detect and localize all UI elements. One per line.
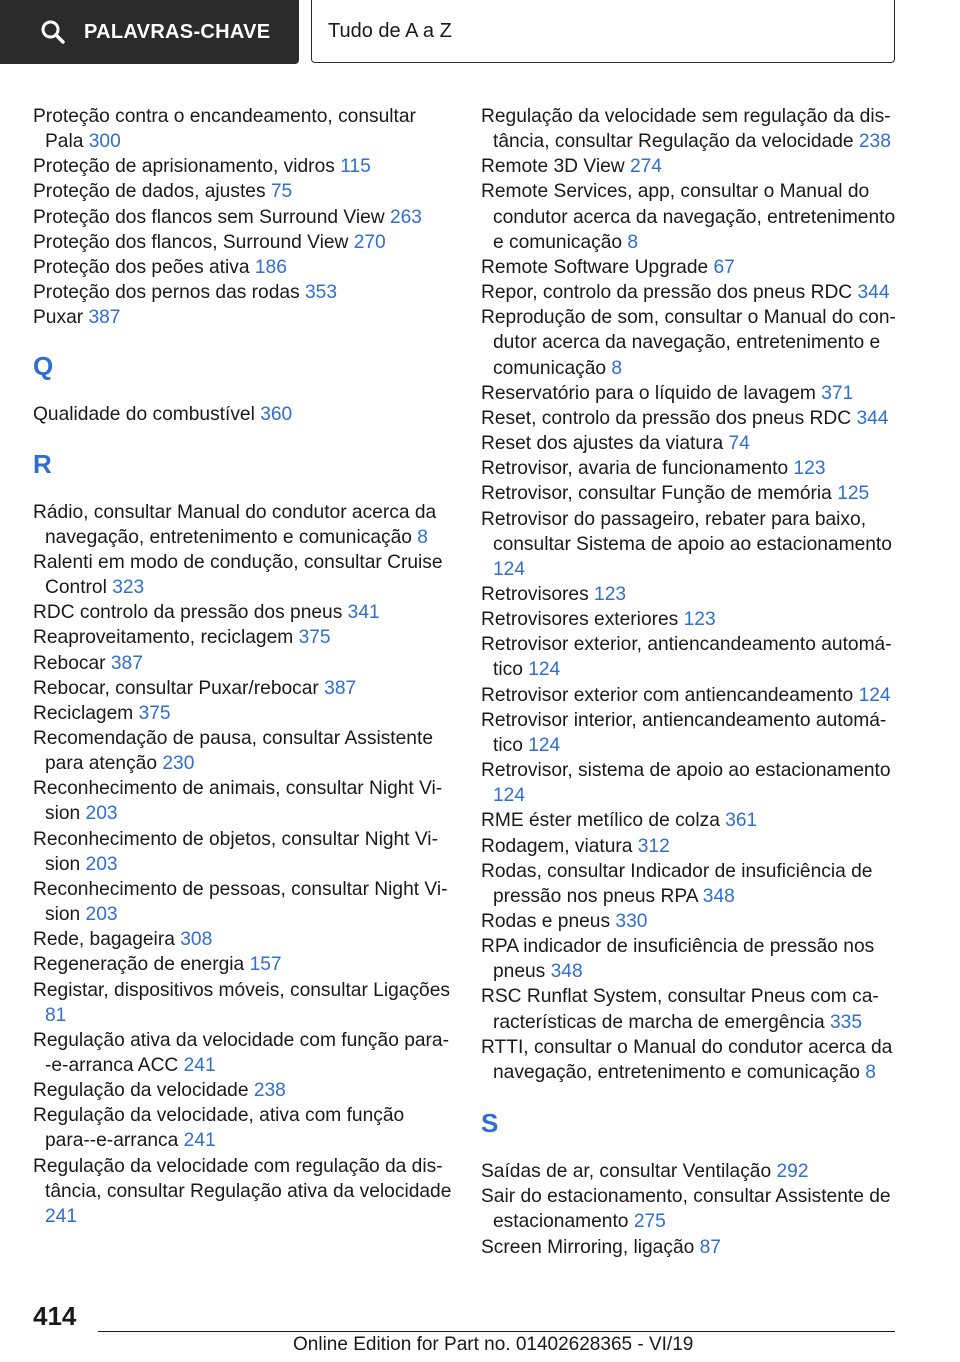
page-reference-link[interactable]: 360 bbox=[260, 404, 293, 426]
page-reference-link[interactable]: 115 bbox=[340, 156, 371, 178]
page-reference-link[interactable]: 124 bbox=[528, 659, 561, 681]
index-entry-text: Remote Software Upgrade bbox=[481, 256, 709, 278]
index-entry-text: RDC controlo da pressão dos pneus bbox=[33, 602, 343, 624]
index-entry-text: Reservatório para o líquido de lavagem bbox=[481, 382, 816, 404]
index-entry-text: Retrovisor interior, antiencandeamento automático bbox=[481, 709, 887, 756]
index-entry-text: Retrovisor, consultar Função de memória bbox=[481, 483, 832, 505]
index-entry bbox=[481, 1159, 901, 1184]
index-entry bbox=[481, 607, 901, 632]
page-reference-link[interactable]: 270 bbox=[353, 231, 386, 253]
page-reference-link[interactable]: 123 bbox=[683, 609, 716, 631]
index-entry bbox=[33, 701, 453, 726]
page-reference-link[interactable]: 125 bbox=[837, 483, 870, 505]
page-reference-link[interactable]: 274 bbox=[629, 156, 662, 178]
index-entry bbox=[33, 877, 453, 927]
index-entry bbox=[481, 1235, 901, 1260]
index-entry bbox=[481, 859, 901, 909]
page-reference-link[interactable]: 387 bbox=[88, 307, 121, 329]
search-icon bbox=[40, 19, 66, 45]
page-reference-link[interactable]: 203 bbox=[85, 803, 118, 825]
index-entry-text: Proteção dos flancos, Surround View bbox=[33, 231, 349, 253]
page-reference-link[interactable]: 344 bbox=[856, 407, 889, 429]
index-entry bbox=[33, 179, 453, 204]
index-entry bbox=[481, 909, 901, 934]
page-reference-link[interactable]: 275 bbox=[633, 1211, 666, 1233]
page-reference-link[interactable]: 8 bbox=[627, 231, 639, 253]
spacer bbox=[481, 1137, 901, 1159]
index-entry bbox=[481, 481, 901, 506]
page-reference-link[interactable]: 87 bbox=[699, 1236, 721, 1258]
index-entry-text: Remote Services, app, consultar o Manual do condutor acerca da navegação, entretenimento e comunicação bbox=[481, 181, 896, 253]
index-entry bbox=[481, 683, 901, 708]
index-entry bbox=[481, 758, 901, 808]
index-entry bbox=[33, 550, 453, 600]
index-entry bbox=[481, 104, 901, 154]
index-entry bbox=[33, 952, 453, 977]
index-column-right bbox=[481, 104, 901, 1260]
spacer bbox=[33, 330, 453, 352]
index-entry-text: Retrovisores bbox=[481, 583, 589, 605]
index-entry-text: Reprodução de som, consultar o Manual do condutor acerca da navegação, entretenimento e comunicação bbox=[481, 307, 896, 379]
index-entry-text: Rede, bagageira bbox=[33, 929, 175, 951]
index-entry-text: Retrovisor exterior com antiencandeamento bbox=[481, 684, 854, 706]
index-entry bbox=[481, 1184, 901, 1234]
index-entry-text: Remote 3D View bbox=[481, 156, 625, 178]
index-entry-text: Rodas, consultar Indicador de insuficiência de pressão nos pneus RPA bbox=[481, 860, 873, 907]
index-group-p bbox=[33, 104, 453, 330]
page-reference-link[interactable]: 67 bbox=[713, 256, 735, 278]
index-entry-text: Proteção contra o encandeamento, consultar Pala bbox=[33, 106, 416, 153]
index-entry bbox=[33, 625, 453, 650]
section-letter-s: S bbox=[481, 1108, 499, 1139]
page-reference-link[interactable]: 123 bbox=[594, 583, 627, 605]
page-reference-link[interactable]: 124 bbox=[858, 684, 891, 706]
page-reference-link[interactable]: 157 bbox=[249, 954, 282, 976]
index-entry-text: Repor, controlo da pressão dos pneus RDC bbox=[481, 282, 853, 304]
index-entry-text: Ralenti em modo de condução, consultar Cruise Control bbox=[33, 551, 443, 599]
page-reference-link[interactable]: 371 bbox=[821, 382, 854, 404]
index-entry bbox=[33, 402, 453, 427]
page-reference-link[interactable]: 323 bbox=[112, 577, 145, 599]
page-reference-link[interactable]: 387 bbox=[324, 677, 357, 699]
page-reference-link[interactable]: 335 bbox=[830, 1011, 863, 1033]
index-entry bbox=[481, 255, 901, 280]
page-reference-link[interactable]: 186 bbox=[254, 256, 287, 278]
index-entry bbox=[481, 507, 901, 582]
spacer bbox=[33, 380, 453, 402]
index-group-r-continued bbox=[481, 104, 901, 1085]
page-reference-link[interactable]: 8 bbox=[865, 1061, 876, 1083]
page-reference-link[interactable]: 241 bbox=[183, 1130, 216, 1152]
page-reference-link[interactable]: 312 bbox=[637, 835, 670, 857]
index-entry bbox=[481, 582, 901, 607]
index-entry-text: Retrovisor do passageiro, rebater para baixo, consultar Sistema de apoio ao estacionamento bbox=[481, 508, 892, 555]
page-reference-link[interactable]: 238 bbox=[858, 131, 891, 153]
index-entry bbox=[33, 978, 453, 1028]
page-reference-link[interactable]: 124 bbox=[528, 734, 561, 756]
index-entry bbox=[33, 776, 453, 826]
page-reference-link[interactable]: 361 bbox=[725, 810, 758, 832]
index-entry-text: Retrovisor, avaria de funcionamento bbox=[481, 458, 789, 480]
index-entry-text: Reciclagem bbox=[33, 702, 134, 724]
index-entry bbox=[33, 205, 453, 230]
index-entry-text: Reset dos ajustes da viatura bbox=[481, 433, 724, 455]
page-reference-link[interactable]: 348 bbox=[702, 885, 735, 907]
index-entry bbox=[481, 632, 901, 682]
page-reference-link[interactable]: 308 bbox=[180, 929, 213, 951]
page-number: 414 bbox=[33, 1301, 77, 1331]
index-entry-text: Regulação ativa da velocidade com função para--e-arranca ACC bbox=[33, 1029, 449, 1076]
index-column-left bbox=[33, 104, 453, 1229]
page-reference-link[interactable]: 8 bbox=[417, 526, 428, 548]
index-entry bbox=[33, 600, 453, 625]
index-entry bbox=[33, 1103, 453, 1153]
page-reference-link[interactable]: 203 bbox=[85, 853, 118, 875]
spacer bbox=[33, 478, 453, 500]
keywords-tab[interactable] bbox=[0, 0, 299, 64]
index-entry bbox=[33, 726, 453, 776]
index-entry-text: Regulação da velocidade com regulação da distância, consultar Regulação ativa da velocidade bbox=[33, 1155, 452, 1202]
index-entry bbox=[481, 984, 901, 1034]
index-entry bbox=[33, 1078, 453, 1103]
index-entry-text: RTTI, consultar o Manual do condutor acerca da navegação, entretenimento e comunicação bbox=[481, 1036, 893, 1083]
index-entry bbox=[33, 230, 453, 255]
page-reference-link[interactable]: 241 bbox=[183, 1055, 216, 1076]
footer-divider bbox=[98, 1331, 895, 1332]
index-entry-text: Reconhecimento de animais, consultar Night Vision bbox=[33, 778, 443, 825]
index-entry bbox=[481, 179, 901, 254]
index-entry bbox=[481, 708, 901, 758]
index-entry-text: Screen Mirroring, ligação bbox=[481, 1236, 695, 1258]
index-entry-text: Saídas de ar, consultar Ventilação bbox=[481, 1161, 772, 1183]
index-entry-text: Regulação da velocidade, ativa com função para--e-arranca bbox=[33, 1105, 405, 1152]
index-entry-text: Retrovisor, sistema de apoio ao estacionamento bbox=[481, 760, 891, 782]
index-entry-text: Proteção de aprisionamento, vidros bbox=[33, 156, 335, 178]
page-reference-link[interactable]: 75 bbox=[270, 181, 293, 203]
page-reference-link[interactable]: 375 bbox=[298, 627, 331, 649]
index-entry bbox=[481, 381, 901, 406]
index-entry bbox=[481, 305, 901, 380]
spacer bbox=[481, 1085, 901, 1109]
keywords-tab-label: PALAVRAS-CHAVE bbox=[84, 20, 271, 43]
index-entry bbox=[33, 651, 453, 676]
page-reference-link[interactable]: 353 bbox=[305, 282, 338, 304]
index-entry-text: Reset, controlo da pressão dos pneus RDC bbox=[481, 407, 852, 429]
page-reference-link[interactable]: 123 bbox=[793, 458, 826, 480]
index-entry-text: Proteção de dados, ajustes bbox=[33, 181, 266, 203]
page-reference-link[interactable]: 300 bbox=[88, 131, 121, 153]
index-group-r bbox=[33, 500, 453, 1230]
index-entry-text: Puxar bbox=[33, 307, 84, 329]
index-entry bbox=[481, 808, 901, 833]
index-entry-text: Reconhecimento de objetos, consultar Night Vision bbox=[33, 828, 438, 875]
page-reference-link[interactable]: 8 bbox=[611, 357, 623, 379]
index-entry bbox=[481, 431, 901, 456]
index-entry bbox=[481, 1035, 901, 1085]
spacer bbox=[33, 428, 453, 450]
index-entry-text: Rádio, consultar Manual do condutor acerca da navegação, entretenimento e comunicação bbox=[33, 501, 437, 548]
edition-footer: Online Edition for Part no. 01402628365 - VI/19 bbox=[293, 1334, 694, 1355]
index-entry bbox=[33, 154, 453, 179]
page-reference-link[interactable]: 341 bbox=[347, 602, 380, 624]
index-entry-text: Proteção dos peões ativa bbox=[33, 256, 250, 278]
index-entry-text: Rebocar, consultar Puxar/rebocar bbox=[33, 677, 319, 699]
index-entry-text: Recomendação de pausa, consultar Assistente para atenção bbox=[33, 727, 433, 775]
index-entry-text: Rodagem, viatura bbox=[481, 835, 633, 857]
page-reference-link[interactable]: 330 bbox=[615, 911, 648, 932]
index-entry-text: Qualidade do combustível bbox=[33, 404, 255, 426]
index-entry bbox=[481, 934, 901, 984]
index-group-s bbox=[481, 1159, 901, 1260]
a-to-z-tab-label: Tudo de A a Z bbox=[328, 19, 452, 42]
index-entry bbox=[33, 280, 453, 305]
index-entry bbox=[33, 104, 453, 154]
section-letter-r: R bbox=[33, 448, 52, 479]
index-entry bbox=[33, 827, 453, 877]
page-reference-link[interactable]: 348 bbox=[550, 961, 583, 983]
page-reference-link[interactable]: 387 bbox=[110, 652, 143, 674]
index-entry-text: Retrovisor exterior, antiencandeamento automático bbox=[481, 634, 892, 681]
index-entry-text: Retrovisores exteriores bbox=[481, 609, 679, 631]
page-reference-link[interactable]: 292 bbox=[776, 1161, 809, 1183]
index-entry-text: Regeneração de energia bbox=[33, 954, 245, 976]
index-entry-text: RPA indicador de insuficiência de pressão nos pneus bbox=[481, 936, 875, 983]
index-entry bbox=[481, 280, 901, 305]
index-entry bbox=[33, 305, 453, 330]
top-navigation bbox=[0, 0, 960, 66]
index-entry bbox=[33, 676, 453, 701]
index-entry-text: Reconhecimento de pessoas, consultar Night Vision bbox=[33, 878, 448, 926]
index-entry-text: Regulação da velocidade sem regulação da distância, consultar Regulação da velocidade bbox=[481, 106, 891, 153]
index-entry-text: Sair do estacionamento, consultar Assistente de estacionamento bbox=[481, 1186, 891, 1233]
index-entry-text: Reaproveitamento, reciclagem bbox=[33, 627, 294, 649]
index-entry bbox=[33, 500, 453, 550]
index-entry-text: RSC Runflat System, consultar Pneus com características de marcha de emergência bbox=[481, 986, 879, 1033]
index-entry-text: Rebocar bbox=[33, 652, 106, 674]
page-reference-link[interactable]: 124 bbox=[493, 558, 526, 580]
index-entry bbox=[33, 927, 453, 952]
index-entry bbox=[481, 406, 901, 431]
index-group-q bbox=[33, 402, 453, 427]
index-entry-text: RME éster metílico de colza bbox=[481, 810, 720, 832]
index-entry-text: Proteção dos pernos das rodas bbox=[33, 282, 300, 304]
page-reference-link[interactable]: 344 bbox=[857, 282, 890, 304]
index-entry-text: Rodas e pneus bbox=[481, 911, 611, 932]
index-entry bbox=[33, 1154, 453, 1229]
page-reference-link[interactable]: 241 bbox=[45, 1205, 78, 1227]
page-reference-link[interactable]: 124 bbox=[493, 785, 526, 807]
index-entry-text: Regulação da velocidade bbox=[33, 1080, 249, 1102]
page-reference-link[interactable]: 203 bbox=[85, 904, 118, 926]
page-reference-link[interactable]: 375 bbox=[138, 702, 171, 724]
page-reference-link[interactable]: 81 bbox=[45, 1004, 67, 1026]
index-entry-text: Proteção dos flancos sem Surround View bbox=[33, 206, 385, 228]
page-reference-link[interactable]: 238 bbox=[253, 1080, 286, 1102]
index-entry-text: Registar, dispositivos móveis, consultar Ligações bbox=[33, 979, 450, 1001]
index-entry bbox=[481, 456, 901, 481]
page-reference-link[interactable]: 230 bbox=[162, 753, 195, 775]
page-reference-link[interactable]: 74 bbox=[728, 433, 750, 455]
index-entry bbox=[481, 154, 901, 179]
index-entry bbox=[33, 255, 453, 280]
page-reference-link[interactable]: 263 bbox=[389, 206, 422, 228]
a-to-z-tab[interactable] bbox=[311, 0, 895, 63]
index-entry bbox=[33, 1028, 453, 1078]
index-entry bbox=[481, 834, 901, 859]
section-letter-q: Q bbox=[33, 351, 54, 382]
